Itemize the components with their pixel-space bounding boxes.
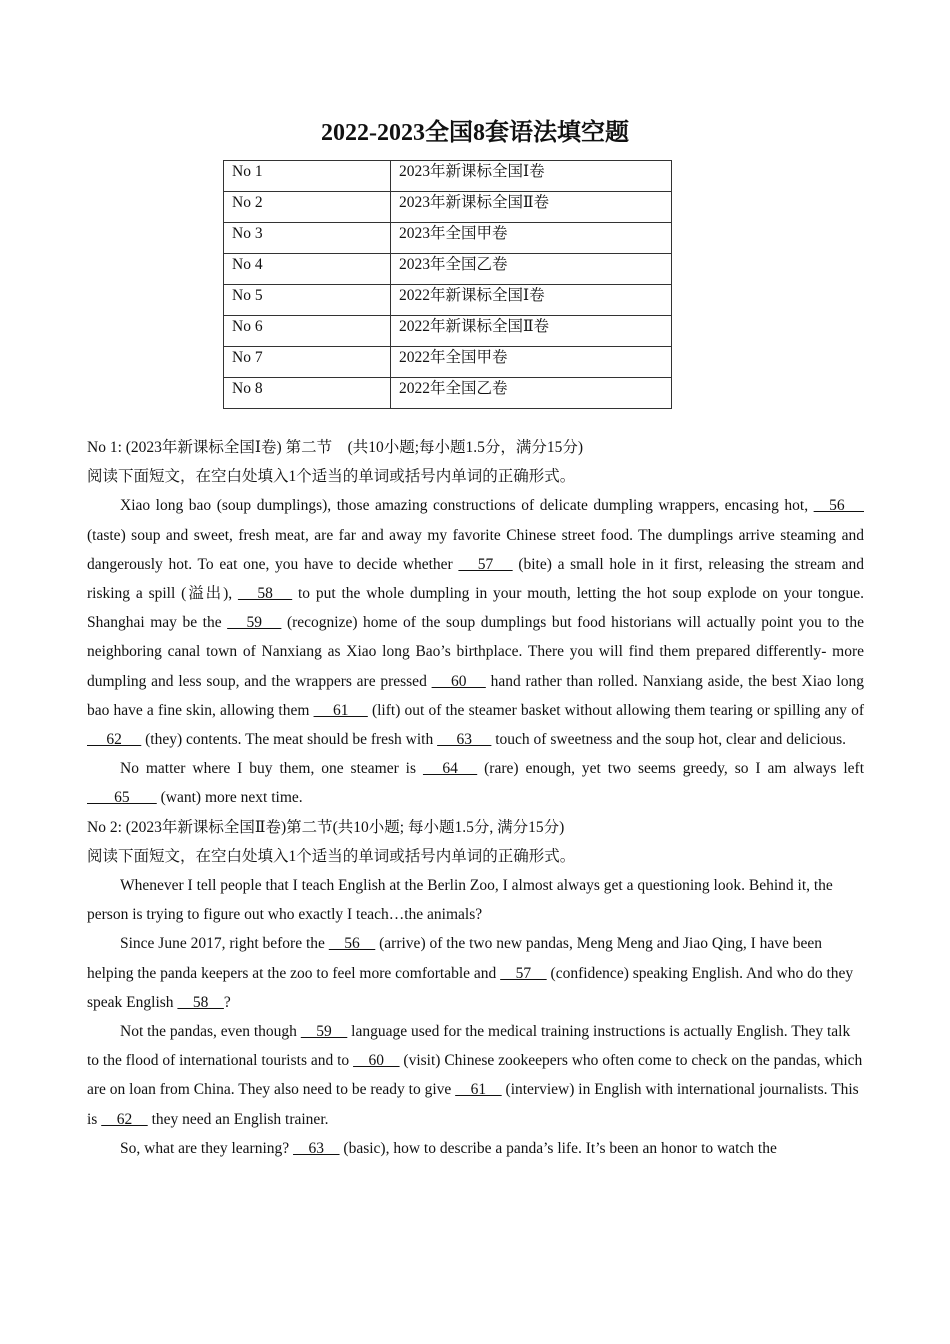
answer-blank: 63 [437,731,492,749]
passage-text: (they) contents. The meat should be fresh with [141,731,438,749]
paper-name: 2022年全国甲卷 [391,347,672,378]
paper-number: No 5 [224,285,391,316]
passage-text: Not the pandas, even though [120,1023,301,1041]
paper-number: No 7 [224,347,391,378]
answer-blank: 59 [300,1023,348,1041]
answer-blank: 59 [227,614,282,632]
section-heading: No 2: (2023年新课标全国Ⅱ卷)第二节(共10小题; 每小题1.5分, 满分15分) [87,818,565,836]
table-row [224,254,672,285]
passage-text: Since June 2017, right before the [120,935,329,953]
passage-text: (arrive) of the two new pandas, Meng Meng and Jiao Qing, I have been helping the panda keepers at the zoo to feel more comfortable and [87,935,823,982]
passage-text: (rare) enough, yet two seems greedy, so I am always left [477,760,865,778]
answer-blank: 64 [422,760,478,778]
document-body [87,433,864,1163]
table-row [224,347,672,378]
passage-text: No matter where I buy them, one steamer is [120,760,423,778]
answer-blank: 62 [87,731,142,749]
passage-paragraph [87,929,864,1017]
passage-text: touch of sweetness and the soup hot, clear and delicious. [491,731,847,749]
passage-paragraph [87,1134,864,1163]
paper-number: No 6 [224,316,391,347]
answer-blank: 61 [455,1081,502,1099]
section-instruction: 阅读下面短文，在空白处填入1个适当的单词或括号内单词的正确形式。 [87,847,576,865]
passage-text: (taste) soup and sweet, fresh meat, are far and away my favorite Chinese street food. The dumplings arrive steaming and dangerously hot. To eat one, you have to decide whether [87,526,864,573]
paper-name: 2023年新课标全国Ⅰ卷 [391,161,672,192]
paper-number: No 3 [224,223,391,254]
passage-text: So, what are they learning? [120,1139,294,1157]
paper-number: No 8 [224,378,391,409]
passage-text: to put the whole dumpling in your mouth, letting the hot soup explode on your tongue. Shanghai may be the [87,585,864,632]
answer-blank: 61 [313,701,368,719]
table-row [224,316,672,347]
paper-index-table [223,160,672,409]
section-heading: No 1: (2023年新课标全国Ⅰ卷) 第二节 (共10小题;每小题1.5分，满分15分) [87,439,584,456]
passage-text: Xiao long bao (soup dumplings), those amazing constructions of delicate dumpling wrappers, encasing hot, [120,497,814,515]
passage-text: (confidence) speaking English. And who do they speak English [87,964,854,1011]
section-instruction: 阅读下面短文，在空白处填入1个适当的单词或括号内单词的正确形式。 [87,468,576,486]
answer-blank: 62 [101,1110,148,1128]
table-row [224,223,672,254]
answer-blank: 58 [177,993,224,1011]
answer-blank: 63 [293,1139,340,1157]
passage-text: they need an English trainer. [147,1110,329,1128]
paper-name: 2022年新课标全国Ⅰ卷 [391,285,672,316]
table-row [224,161,672,192]
passage-text: (recognize) home of the soup dumplings but food historians will actually point you to the neighboring canal town of Nanxiang as Xiao long Bao’s birthplace. There you will find them prepared differently- more dumpling and less soup, and the wrappers are pressed [87,614,864,690]
answer-blank: 60 [353,1052,400,1070]
paper-number: No 4 [224,254,391,285]
answer-blank: 60 [431,672,486,690]
answer-blank: 57 [500,964,547,982]
paper-number: No 1 [224,161,391,192]
paper-number: No 2 [224,192,391,223]
passage-text: (visit) Chinese zookeepers who often come to check on the pandas, which are on loan from China. They also need to be ready to give [87,1052,863,1099]
paper-name: 2023年全国乙卷 [391,254,672,285]
passage-paragraph [87,871,864,929]
passage-paragraph [87,754,864,812]
answer-blank: 58 [237,585,293,603]
passage-text: (want) more next time. [156,789,303,807]
passage-text: ? [223,993,231,1011]
page-title: 2022-2023全国8套语法填空题 [321,120,629,146]
answer-blank: 56 [813,497,864,515]
passage-text: language used for the medical training instructions is actually English. They talk to the flood of international tourists and to [87,1023,851,1070]
passage-text: Whenever I tell people that I teach English at the Berlin Zoo, I almost always get a questioning look. Behind it, the person is trying to figure out who exactly I teach…the animals? [87,877,833,924]
paper-name: 2022年新课标全国Ⅱ卷 [391,316,672,347]
passage-paragraph [87,491,864,754]
paper-name: 2022年全国乙卷 [391,378,672,409]
passage-text: (bite) a small hole in it first, releasing the stream and risking a spill (溢出), [87,555,864,603]
passage-text: hand rather than rolled. Nanxiang aside, the best Xiao long bao have a fine skin, allowing them [87,672,864,719]
table-row [224,378,672,409]
passage-paragraph [87,1017,864,1134]
passage-text: (basic), how to describe a panda’s life. It’s been an honor to watch the [339,1139,777,1157]
passage-text: (lift) out of the steamer basket without allowing them tearing or spilling any of [367,701,864,719]
table-row [224,192,672,223]
paper-name: 2023年全国甲卷 [391,223,672,254]
paper-name: 2023年新课标全国Ⅱ卷 [391,192,672,223]
passage-text: (interview) in English with international journalists. This is [87,1081,859,1128]
answer-blank: 56 [328,935,376,953]
table-row [224,285,672,316]
answer-blank: 57 [458,555,513,573]
answer-blank: 65 [87,789,157,807]
